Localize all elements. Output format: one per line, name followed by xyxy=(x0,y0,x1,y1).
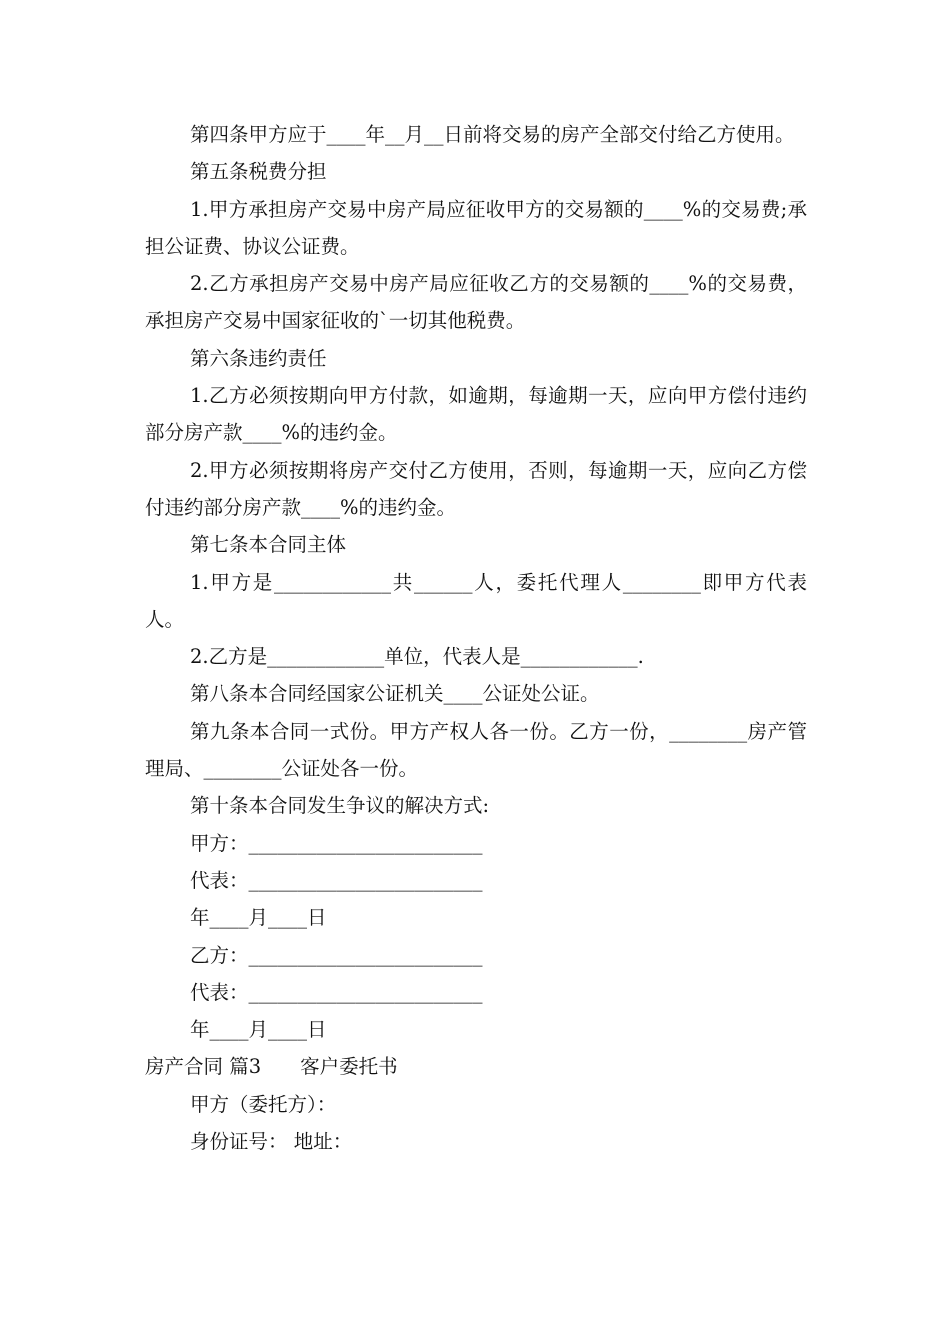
article-9: 第九条本合同一式份。甲方产权人各一份。乙方一份，________房产管理局、________公证处各一份。 xyxy=(145,719,807,781)
document-body xyxy=(145,116,807,1160)
article-6-clause-2: 2.甲方必须按期将房产交付乙方使用，否则，每逾期一天，应向乙方偿付违约部分房产款____%的违约金。 xyxy=(145,458,807,519)
article-5-clause-2: 2.乙方承担房产交易中房产局应征收乙方的交易额的____%的交易费，承担房产交易中国家征收的`一切其他税费。 xyxy=(145,272,807,333)
article-7-clause-2: 2.乙方是____________单位，代表人是____________. xyxy=(190,645,644,669)
article-5-clause-1: 1.甲方承担房产交易中房产局应征收甲方的交易额的____%的交易费;承担公证费、协议公证费。 xyxy=(145,197,807,258)
article-6-heading: 第六条违约责任 xyxy=(190,346,327,370)
principal-party: 甲方（委托方）： xyxy=(190,1092,337,1116)
party-a-date: 年____月____日 xyxy=(190,906,327,930)
article-8: 第八条本合同经国家公证机关____公证处公证。 xyxy=(190,682,600,706)
article-7-clause-1: 1.甲方是____________共______人，委托代理人________即甲方代表人。 xyxy=(145,570,807,631)
article-6-clause-1: 1.乙方必须按期向甲方付款，如逾期，每逾期一天，应向甲方偿付违约部分房产款____%的违约金。 xyxy=(145,384,807,445)
party-b-signature: 乙方：________________________ xyxy=(190,943,483,967)
article-5-heading: 第五条税费分担 xyxy=(190,160,327,184)
party-b-date: 年____月____日 xyxy=(190,1018,327,1042)
article-4-delivery: 第四条甲方应于____年__月__日前将交易的房产全部交付给乙方使用。 xyxy=(190,123,795,146)
article-7-heading: 第七条本合同主体 xyxy=(190,533,347,557)
party-b-representative: 代表：________________________ xyxy=(190,980,483,1004)
id-address-line: 身份证号： 地址： xyxy=(190,1130,353,1154)
party-a-representative: 代表：________________________ xyxy=(190,868,483,892)
party-a-signature: 甲方：________________________ xyxy=(190,831,483,855)
article-10: 第十条本合同发生争议的解决方式: xyxy=(190,794,490,818)
section-title: 房产合同 篇3 客户委托书 xyxy=(145,1055,398,1079)
